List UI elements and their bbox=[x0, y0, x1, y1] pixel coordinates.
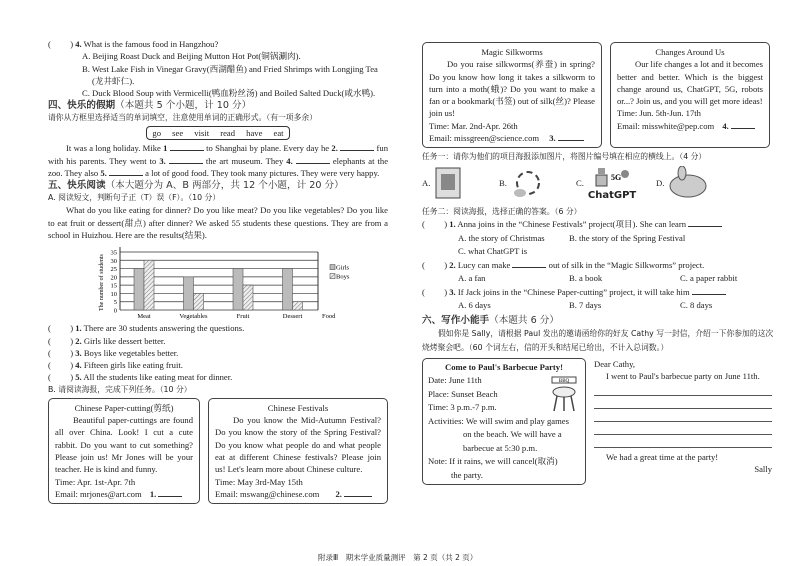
y-tick-label: 0 bbox=[113, 307, 117, 315]
poster-changes-around-us: Changes Around Us Our life changes a lot and it becomes better and better. Which is the biggest change around us, ChatGPT, 5G, robots or...? Join us, and you will get more ideas! Time: Jun. 5th-Jun. 17th Email: misswhite@pep.com 4. bbox=[610, 42, 770, 148]
section-4-instruction: 请你从方框里选择适当的单词填空，注意使用单词的正确形式。（有一项多余） bbox=[48, 113, 317, 123]
section-5-heading: 五、快乐阅读（本大题分为 A、B 两部分，共 12 个小题，计 20 分） bbox=[48, 180, 344, 192]
answer-blank-2[interactable] bbox=[344, 489, 372, 497]
section-4-heading: 四、快乐的假期（本题共 5 个小题，计 10 分） bbox=[48, 100, 252, 112]
answer-blank-4[interactable] bbox=[731, 121, 755, 129]
lantern-rabbit-icon bbox=[668, 166, 708, 200]
bar-girls bbox=[184, 277, 194, 310]
bar-girls bbox=[233, 269, 243, 310]
option: C. 8 days bbox=[680, 300, 713, 311]
y-tick-label: 30 bbox=[110, 258, 117, 266]
option: B. a book bbox=[569, 273, 603, 284]
writing-prompt: 假如你是 Sally，请根据 Paul 发出的邀请函给你的好友 Cathy 写一封信，介绍一下你参加的这次烧烤聚会吧。（60 个词左右，信的开头和结尾已给出，不计入总词数。） bbox=[422, 328, 774, 352]
question-4: ( ) 4. What is the famous food in Hangzhou? bbox=[48, 39, 219, 49]
poster-chinese-festivals: Chinese Festivals Do you know the Mid-Autumn Festival? Do you know the story of the Spring Festival? Do you know what people do and what people eat at different Chinese festivals? Please join us! Let's learn more about Chinese culture. Time: May 3rd-May 15th Email: mswang@chinese.com 2. bbox=[208, 398, 388, 504]
y-tick-label: 25 bbox=[110, 266, 117, 274]
left-posters bbox=[48, 398, 388, 504]
writing-lines[interactable] bbox=[594, 383, 778, 448]
answer-bracket[interactable]: ( ) bbox=[48, 335, 74, 346]
answer-bracket[interactable]: ( ) bbox=[48, 323, 74, 334]
answer-bracket[interactable]: ( ) bbox=[422, 219, 448, 230]
answer-bracket[interactable]: ( ) bbox=[48, 372, 74, 383]
task-2-instruction: 任务二：阅读海报，选择正确的答案。（6 分） bbox=[422, 207, 582, 217]
poster-paper-cutting: Chinese Paper-cutting(剪纸) Beautiful paper-cuttings are found all over China. Look! I cut a cute rabbit. Do you want to cut something? Please join us! Mr Jones will be your teacher. He is kind and funny. Time: Apr. 1st-Apr. 7th Email: mrjones@art.com 1. bbox=[48, 398, 200, 504]
tf-question: ( ) 5. All the students like eating meat for dinner. bbox=[48, 372, 233, 383]
answer-blank-3[interactable] bbox=[558, 133, 584, 141]
legend-label: Girls bbox=[336, 264, 349, 272]
option-b: B. West Lake Fish in Vinegar Gravy(西湖醋鱼) and Fried Shrimps with Longjing Tea bbox=[82, 63, 378, 74]
right-posters bbox=[422, 42, 778, 148]
reading-passage: What do you like eating for dinner? Do you like meat? Do you like vegetables? Do you like to eat fruit or dessert(甜点) after dinner? We asked 55 students these questions. They are from a school in Huizhou. Here are the results(结果). bbox=[48, 205, 388, 240]
left-column bbox=[48, 38, 388, 504]
bar-boys bbox=[144, 261, 154, 311]
option: B. 7 days bbox=[569, 300, 602, 311]
option-b-cont: (龙井虾仁). bbox=[92, 75, 135, 86]
tf-question: ( ) 4. Fifteen girls like eating fruit. bbox=[48, 360, 183, 371]
x-axis-label: Food bbox=[322, 313, 336, 321]
writing-area bbox=[422, 358, 778, 486]
y-tick-label: 5 bbox=[113, 299, 117, 307]
mc-question: ( ) 3. If Jack joins in the “Chinese Paper-cutting” project, it will take him A. 6 days B. 7 days C. 8 days bbox=[422, 286, 778, 313]
bar-girls bbox=[283, 269, 293, 310]
answer-bracket[interactable]: ( ) bbox=[48, 347, 74, 358]
bar-chart bbox=[48, 242, 388, 322]
task-1-instruction: 任务一：请你为他们的项目海报添加图片，将图片编号填在相应的横线上。（4 分） bbox=[422, 152, 707, 162]
footer: 附录Ⅲ 期末学业质量测评 第 2 页（共 2 页） bbox=[318, 553, 478, 562]
answer-bracket[interactable]: ( ) bbox=[422, 286, 448, 297]
tf-question: ( ) 1. There are 30 students answering the questions. bbox=[48, 323, 245, 334]
mc-question: ( ) 1. Anna joins in the “Chinese Festivals” project(项目). She can learn A. the story of Christmas B. the story of the Spring Festival C. what ChatGPT is bbox=[422, 218, 778, 259]
true-false-list bbox=[48, 322, 388, 383]
y-tick-label: 35 bbox=[110, 249, 117, 257]
tf-question: ( ) 2. Girls like dessert better. bbox=[48, 335, 166, 346]
tf-question: ( ) 3. Boys like vegetables better. bbox=[48, 347, 179, 358]
x-tick-label: Fruit bbox=[236, 313, 250, 321]
multiple-choice-list bbox=[422, 218, 778, 313]
bar-boys bbox=[243, 285, 253, 310]
picture-d: D. bbox=[656, 166, 736, 200]
svg-text:BBQ: BBQ bbox=[558, 378, 570, 384]
x-tick-label: Vegetables bbox=[179, 313, 208, 321]
picture-a: A. bbox=[422, 166, 499, 200]
bar-girls bbox=[134, 269, 144, 310]
legend-swatch bbox=[330, 265, 335, 270]
barbecue-invitation: Come to Paul's Barbecue Party! Date: June 11th Place: Sunset Beach Time: 3 p.m.-7 p.m. Activities: We will swim and play games on the beach. We will have a barbecue at 5:30 p.m. Note: If it rains, we will cancel(取消) the party. BBQ bbox=[422, 358, 586, 486]
picture-options bbox=[422, 163, 778, 203]
paper-cutting-picture-icon bbox=[434, 166, 462, 200]
legend-swatch bbox=[330, 274, 335, 279]
bar-boys bbox=[194, 294, 204, 311]
option-a: A. Beijing Roast Duck and Beijing Mutton Hot Pot(铜锅涮肉). bbox=[82, 51, 301, 62]
robot-5g-icon bbox=[592, 166, 632, 188]
word-bank: go see visit read have eat bbox=[146, 126, 289, 140]
picture-b: B. bbox=[499, 166, 576, 200]
part-b-instruction: B. 请阅读海报，完成下列任务。（10 分） bbox=[48, 384, 192, 394]
fill-passage: It was a long holiday. Mike 1 to Shanghai by plane. Every day he 2. fun with his parents. They went to 3. the art museum. They 4. elephants at the zoo. They also 5. a lot of good food. They took many pictures. They were very happy. bbox=[48, 143, 389, 179]
section-6-heading: 六、写作小能手（本题共 6 分） bbox=[422, 314, 559, 326]
y-tick-label: 15 bbox=[110, 282, 117, 290]
answer-bracket[interactable]: ( ) bbox=[422, 259, 448, 270]
right-column bbox=[422, 42, 778, 485]
silkworm-cycle-icon bbox=[511, 166, 545, 200]
y-axis-label: The number of students bbox=[99, 254, 105, 312]
option: A. 6 days bbox=[458, 300, 491, 311]
y-tick-label: 20 bbox=[110, 274, 117, 282]
legend-label: Boys bbox=[336, 273, 350, 281]
y-tick-label: 10 bbox=[110, 291, 117, 299]
answer-blank-1[interactable] bbox=[158, 489, 182, 497]
bar-boys bbox=[293, 302, 303, 310]
picture-c: C. 5G ChatGPT bbox=[576, 166, 656, 201]
poster-magic-silkworms: Magic Silkworms Do you raise silkworms(养蚕) in spring? Do you know how long it takes a silkworm to turn into a moth(蛾)? Do you want to make a fan or a bookmark(书签) out of silk(丝)? Please join us! Time: Mar. 2nd-Apr. 26th Email: missgreen@science.com 3. bbox=[422, 42, 602, 148]
letter: Dear Cathy, I went to Paul's barbecue party on June 11th. We had a great time at the party! Sally bbox=[594, 358, 778, 486]
barbecue-grill-icon bbox=[549, 376, 579, 412]
mc-question: ( ) 2. Lucy can make out of silk in the “Magic Silkworms” project. A. a fan B. a book C. a paper rabbit bbox=[422, 259, 778, 286]
option-c: C. Duck Blood Soup with Vermicelli(鸭血粉丝汤) and Boiled Salted Duck(咸水鸭). bbox=[82, 88, 376, 99]
part-a-instruction: A. 阅读短文，判断句子正（T）误（F）。（10 分） bbox=[48, 193, 221, 203]
option: C. a paper rabbit bbox=[680, 273, 738, 284]
svg-text:5G: 5G bbox=[611, 172, 622, 182]
x-tick-label: Meat bbox=[137, 313, 151, 321]
x-tick-label: Dessert bbox=[282, 313, 303, 321]
answer-bracket[interactable]: ( ) bbox=[48, 360, 74, 371]
option: A. a fan bbox=[458, 273, 486, 284]
